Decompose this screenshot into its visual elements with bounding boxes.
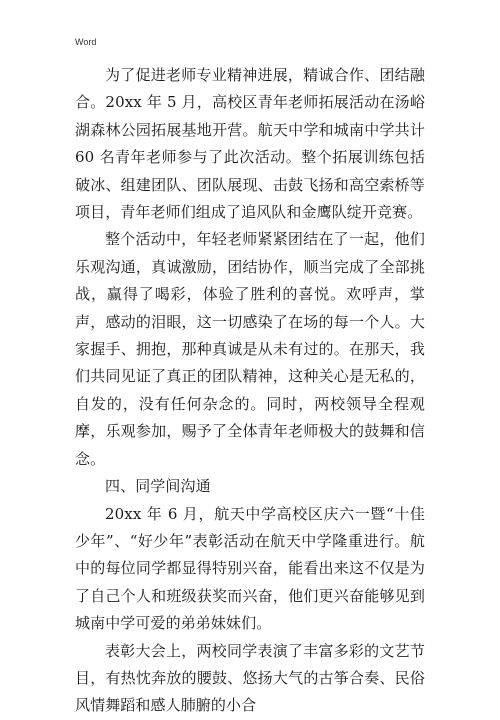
paragraph-awards-ceremony: 表彰大会上，两校同学表演了丰富多彩的文艺节目，有热忱奔放的腰鼓、悠扬大气的古筝合奏、民俗风情舞蹈和感人肺腑的小合 — [75, 641, 425, 715]
document-body — [75, 62, 425, 720]
section-heading-student-communication: 四、同学间沟通 — [105, 477, 211, 496]
paragraph-activity-summary: 整个活动中，年轻老师紧紧团结在了一起，他们乐观沟通，真诚激励，团结协作，顺当完成了全部挑战，赢得了喝彩，体验了胜利的喜悦。欢呼声，掌声，感动的泪眼，这一切感染了在场的每一个人。大家握手、拥抱，那种真诚是从未有过的。在那天，我们共同见证了真正的团队精神，这种关心是无私的，自发的，没有任何杂念的。同时，两校领导全程观摩，乐观参加，赐予了全体青年老师极大的鼓舞和信念。 — [75, 230, 425, 468]
document-header: Word — [75, 37, 97, 47]
paragraph-teacher-training: 为了促进老师专业精神进展，精诚合作、团结融合。20xx 年 5 月，高校区青年老师拓展活动在汤峪湖森林公园拓展基地开营。航天中学和城南中学共计 60 名青年老师参与了此次活动。整个拓展训练包括破冰、组建团队、团队展现、击鼓飞扬和高空索桥等项目，青年老师们组成了追风队和金鹰队绽开竞赛。 — [75, 66, 425, 222]
paragraph-children-day-event: 20xx 年 6 月，航天中学高校区庆六一暨“十佳少年”、“好少年”表彰活动在航天中学隆重进行。航中的每位同学都显得特别兴奋，能看出来这不仅是为了自己个人和班级获奖而兴奋，他们更兴奋能够见到城南中学可爱的弟弟妹妹们。 — [75, 504, 425, 633]
